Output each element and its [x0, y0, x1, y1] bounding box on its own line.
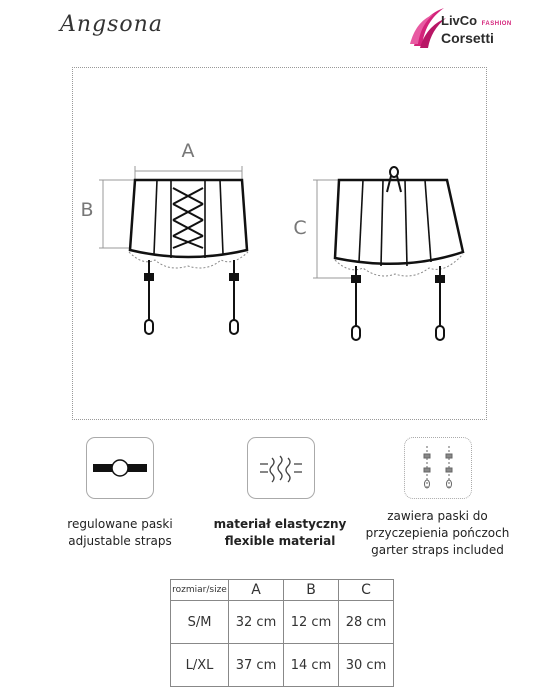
- table-cell: 30 cm: [339, 644, 394, 687]
- table-row: [171, 601, 394, 644]
- size-table: [170, 579, 394, 687]
- brand-wordmark: [441, 12, 512, 48]
- table-cell: 28 cm: [339, 601, 394, 644]
- label-c: C: [293, 217, 307, 239]
- caption-pl-line1: zawiera paski do: [387, 509, 488, 523]
- front-view: [80, 140, 248, 334]
- elastic-material-icon: [247, 437, 315, 499]
- table-cell: 14 cm: [284, 644, 339, 687]
- label-b: B: [80, 199, 94, 221]
- table-row: [171, 644, 394, 687]
- dimension-b-line: [99, 180, 135, 248]
- brand-line2: Corsetti: [441, 30, 494, 46]
- size-table-header: [171, 580, 394, 601]
- caption-en: adjustable straps: [68, 534, 172, 548]
- garter-straps-icon: [404, 437, 472, 499]
- table-cell: 12 cm: [284, 601, 339, 644]
- front-garter-straps: [145, 260, 238, 334]
- caption-pl: regulowane paski: [67, 517, 173, 531]
- diagram-frame: [72, 67, 487, 420]
- caption-flexible-material: [190, 516, 370, 550]
- adjustable-strap-icon: [86, 437, 154, 499]
- label-a: A: [181, 140, 195, 162]
- caption-pl-line2: przyczepienia pończoch: [365, 526, 510, 540]
- table-cell: 37 cm: [229, 644, 284, 687]
- back-garter-straps: [352, 266, 444, 340]
- size-table-corner: rozmiar/size: [171, 580, 229, 601]
- back-view: [293, 167, 463, 340]
- brand-logo: [408, 6, 548, 52]
- column-header-b: B: [284, 580, 339, 601]
- size-label: S/M: [171, 601, 229, 644]
- column-header-a: A: [229, 580, 284, 601]
- garter-belt-diagram: [73, 68, 486, 419]
- caption-adjustable-straps: [30, 516, 210, 550]
- brand-tag: FASHION: [481, 21, 512, 27]
- dimension-a-line: [135, 166, 242, 180]
- caption-pl: materiał elastyczny: [213, 517, 347, 531]
- table-cell: 32 cm: [229, 601, 284, 644]
- caption-en: flexible material: [224, 534, 336, 548]
- caption-en: garter straps included: [371, 543, 504, 557]
- caption-garter-straps: [345, 508, 530, 559]
- brand-line1: LivCo: [441, 13, 478, 28]
- product-name: Angsona: [60, 12, 163, 37]
- size-label: L/XL: [171, 644, 229, 687]
- column-header-c: C: [339, 580, 394, 601]
